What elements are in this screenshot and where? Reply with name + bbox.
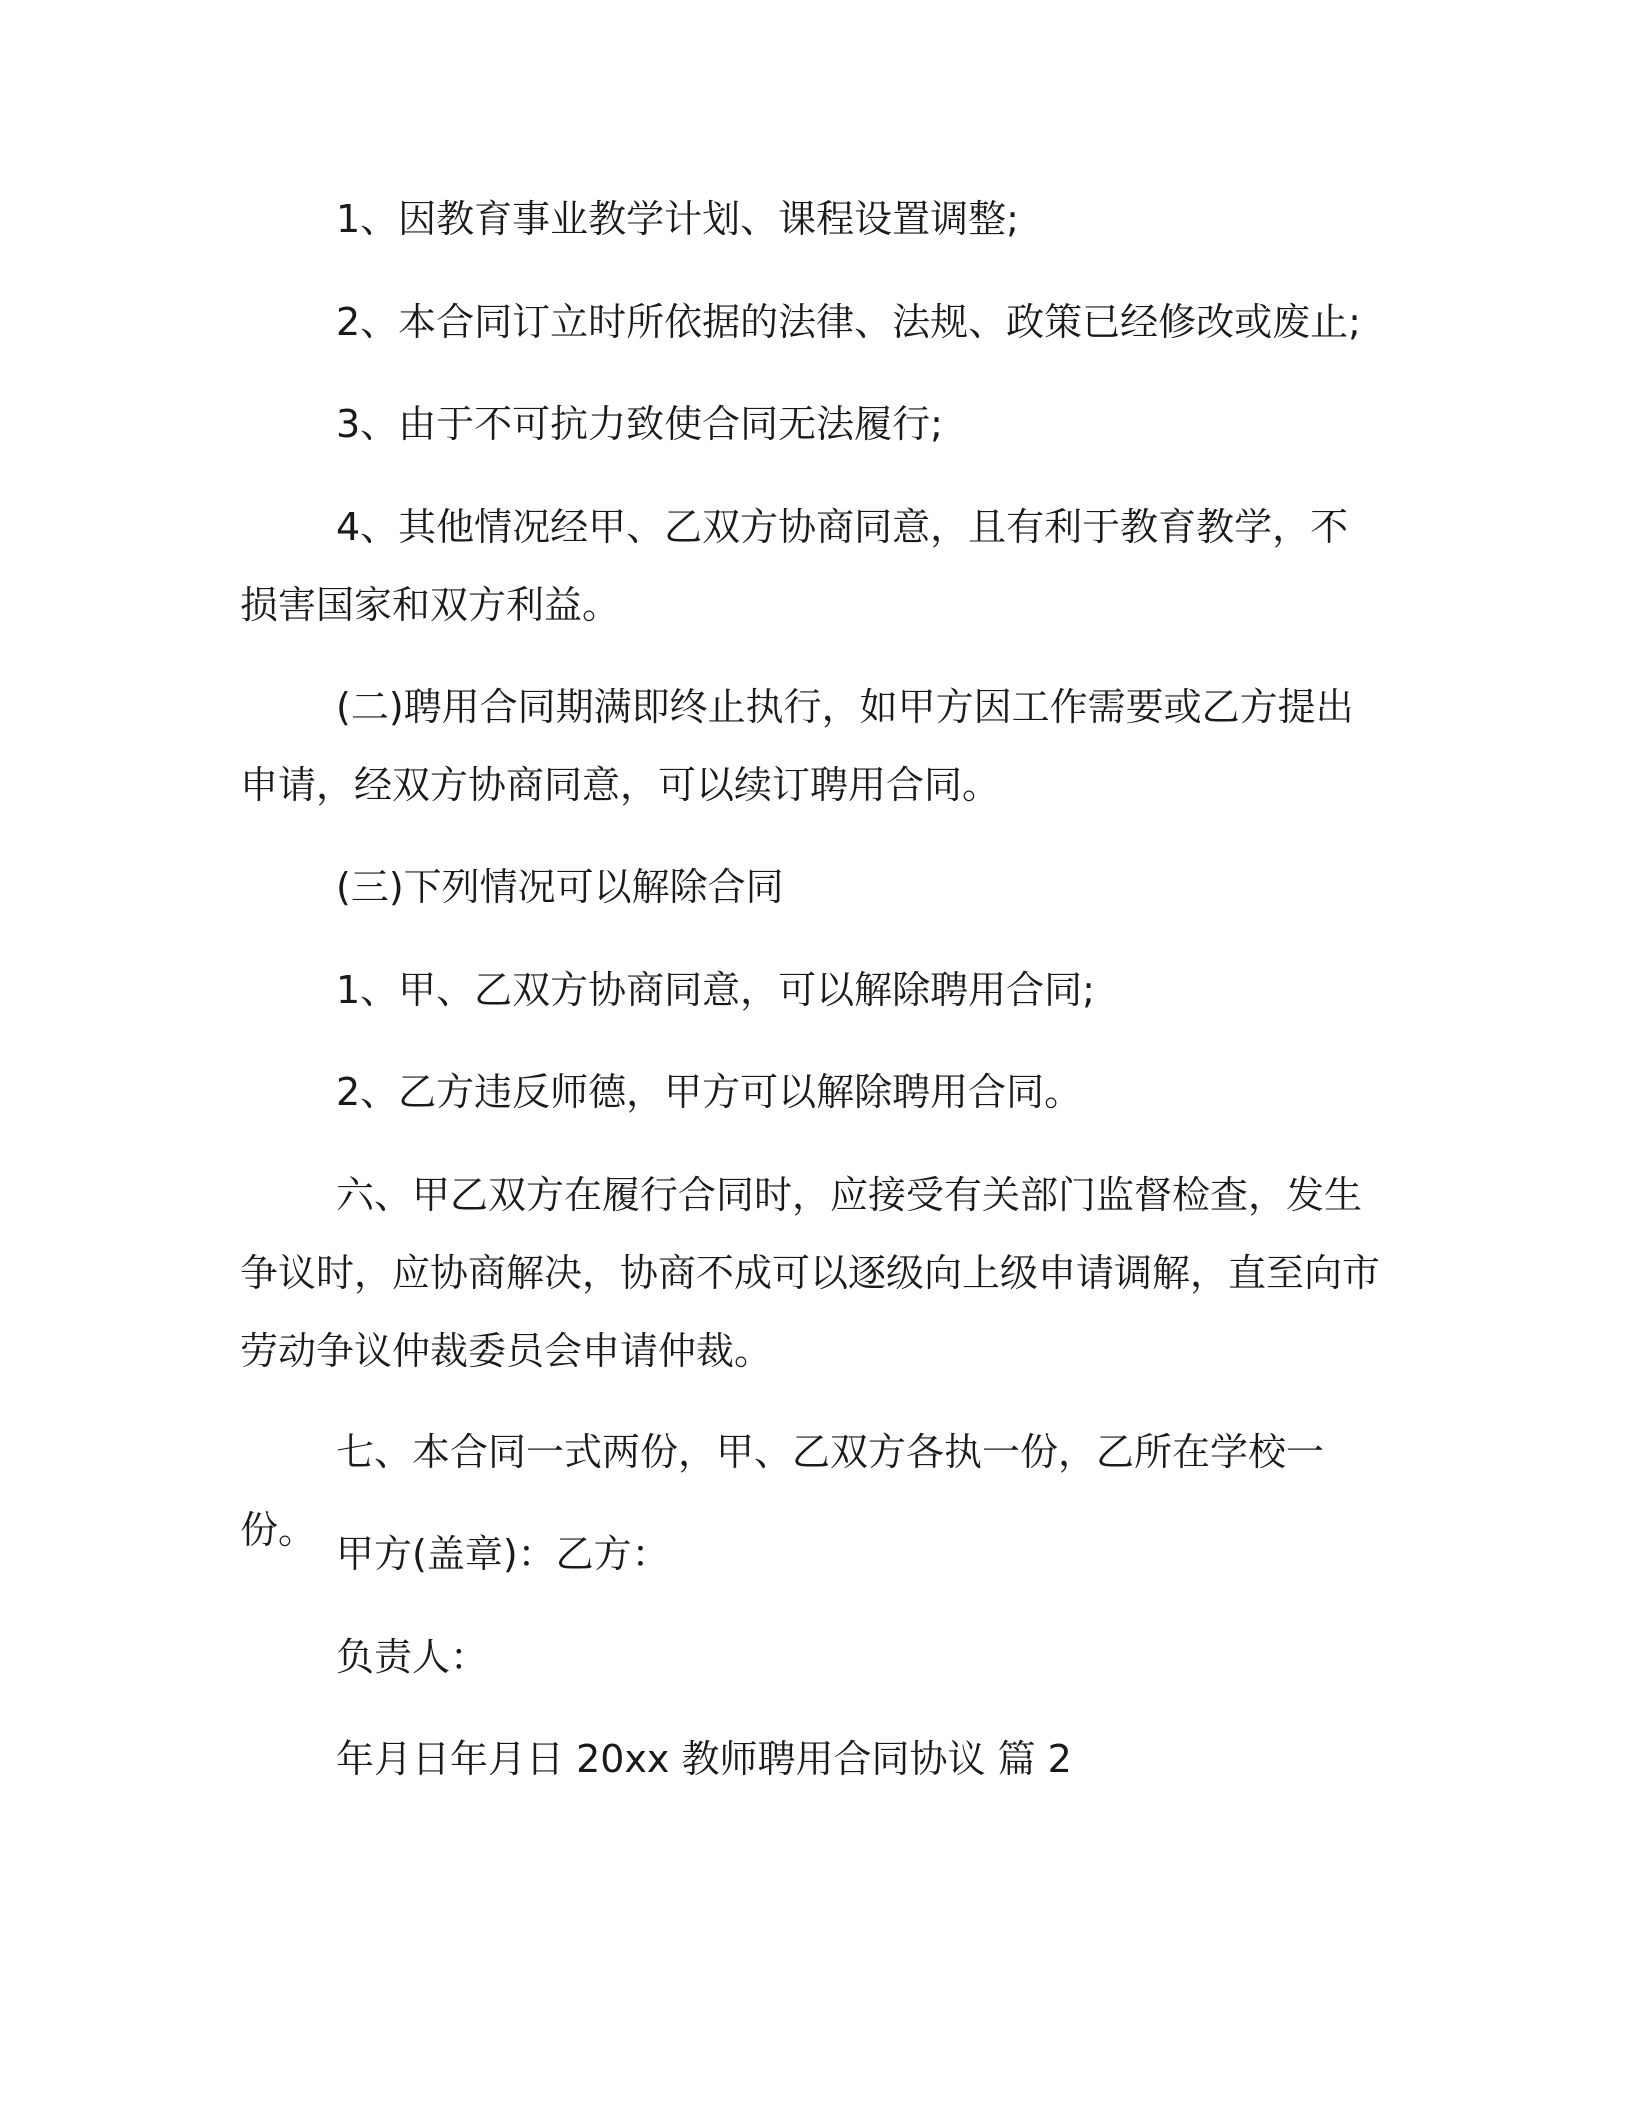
responsible-person-line: 负责人： <box>336 1635 489 1679</box>
signature-line: 甲方(盖章)：乙方： <box>336 1532 670 1576</box>
clause-paragraph: 六、甲乙双方在履行合同时，应接受有关部门监督检查，发生争议时，应协商解决，协商不成可以逐级向上级申请调解，直至向市劳动争议仲裁委员会申请仲裁。 <box>240 1173 1381 1373</box>
clause-paragraph: 2、乙方违反师德，甲方可以解除聘用合同。 <box>336 1070 1083 1114</box>
clause-paragraph: 2、本合同订立时所依据的法律、法规、政策已经修改或废止; <box>336 300 1361 344</box>
clause-paragraph: 4、其他情况经甲、乙双方协商同意，且有利于教育教学，不损害国家和双方利益。 <box>240 505 1349 627</box>
clause-paragraph: 3、由于不可抗力致使合同无法履行; <box>336 402 943 446</box>
clause-paragraph: 1、甲、乙双方协商同意，可以解除聘用合同; <box>336 968 1095 1012</box>
clause-paragraph: 1、因教育事业教学计划、课程设置调整; <box>336 197 1019 241</box>
clause-paragraph: (二)聘用合同期满即终止执行，如甲方因工作需要或乙方提出申请，经双方协商同意，可以续订聘用合同。 <box>240 685 1354 807</box>
section-heading: (三)下列情况可以解除合同 <box>336 865 784 909</box>
clause-paragraph: 七、本合同一式两份，甲、乙双方各执一份，乙所在学校一份。 <box>240 1430 1325 1552</box>
date-and-next-title-line: 年月日年月日 20xx 教师聘用合同协议 篇 2 <box>336 1737 1072 1781</box>
